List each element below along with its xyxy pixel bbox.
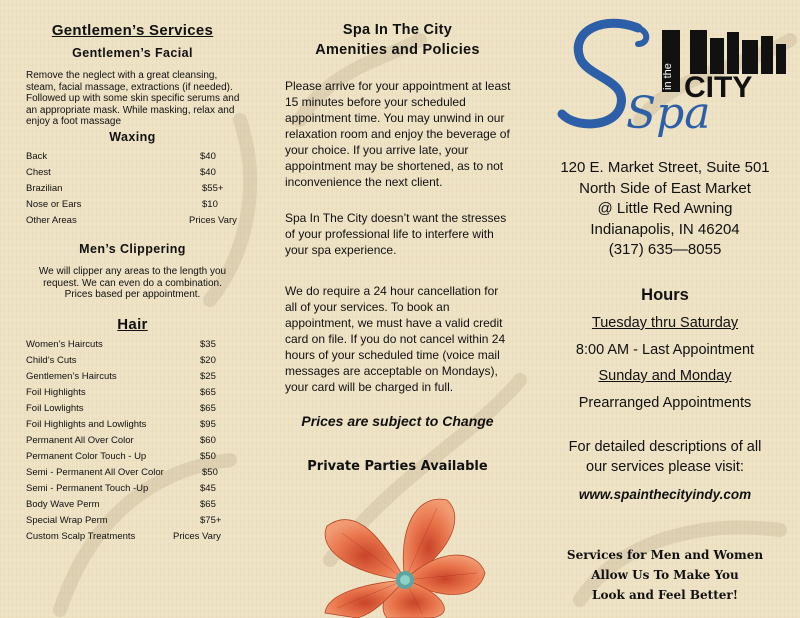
price-row [26,167,244,181]
policy-line: 15 minutes before your scheduled [285,95,466,109]
service-name: Special Wrap Perm [26,515,108,526]
policy-line: relaxation room and enjoy the beverage of [285,127,510,141]
prices-change-notice: Prices are subject to Change [301,413,494,429]
clippering-description [0,266,265,301]
service-name: Foil Lowlights [26,403,84,414]
service-name: Permanent Color Touch - Up [26,451,147,462]
price-row [26,355,244,369]
contact-column [530,0,800,618]
phone-number: (317) 635—8055 [608,241,722,258]
service-price: $95 [200,419,216,430]
hibiscus-flower-icon [317,488,487,618]
service-name: Child’s Cuts [26,355,77,366]
service-price: $65 [200,499,216,510]
address-line: 120 E. Market Street, Suite 501 [560,159,770,176]
price-row [26,499,244,513]
price-row [26,183,244,197]
service-price: $65 [200,387,216,398]
policy-line: appointment, we must have a valid credit [285,316,503,330]
price-row [26,339,244,353]
price-row [26,371,244,385]
cancellation-policy [285,283,520,395]
waxing-title: Waxing [109,130,156,144]
service-price: $40 [200,151,216,162]
clippering-line: We will clipper any areas to the length you [38,266,227,277]
gentlemens-facial-title: Gentlemen’s Facial [72,46,193,60]
facial-description [26,70,256,128]
policy-line: your card will be charged in full. [285,380,454,394]
price-row [26,199,244,213]
price-row [26,419,244,433]
service-name: Back [26,151,48,162]
spa-in-the-city-logo [550,10,790,140]
service-name: Foil Highlights [26,387,86,398]
service-name: Brazilian [26,183,63,194]
website-intro [530,437,800,477]
policy-line: card on file. If you do not cancel within 24 [285,332,506,346]
service-price: $50 [202,467,218,478]
logo-spa-text: Spa [626,88,711,139]
service-price: $20 [200,355,216,366]
logo-city: CITY [684,71,753,104]
website-link[interactable]: www.spainthecityindy.com [578,487,752,502]
facial-line: steam, facial massage, extractions (if needed). [26,81,233,93]
private-parties-notice: Private Parties Available [307,459,488,474]
price-row [26,483,244,497]
price-row [26,467,244,481]
facial-line: enjoy a foot massage [26,116,122,127]
service-price: $60 [200,435,216,446]
price-row [26,403,244,417]
service-name: Custom Scalp Treatments [26,531,136,542]
service-price: $50 [200,451,216,462]
policies-title-line1: Spa In The City [342,22,453,38]
policy-line: all of your services. To book an [285,300,450,314]
policy-line: messages are acceptable on Mondays), [285,364,498,378]
policy-line: appointment time. You may unwind in our [285,111,505,125]
service-name: Semi - Permanent All Over Color [26,467,164,478]
tagline-line: Services for Men and Women [566,548,764,562]
hours-days-tue-sat: Tuesday thru Saturday [591,315,739,331]
service-name: Semi - Permanent Touch -Up [26,483,149,494]
service-price: $45 [200,483,216,494]
service-price: $10 [202,199,218,210]
hours-title: Hours [641,286,689,304]
tagline-line: Allow Us To Make You [591,568,739,582]
service-price: $40 [200,167,216,178]
service-name: Other Areas [26,215,77,226]
hours-days-sun-mon: Sunday and Monday [598,368,732,384]
tagline-line: Look and Feel Better! [592,588,738,602]
policy-line: your choice. If you arrive late, your [285,143,469,157]
gentlemens-services-title: Gentlemen’s Services [51,22,214,39]
service-name: Permanent All Over Color [26,435,134,446]
stress-policy [285,210,520,258]
logo-in-the: in the [662,63,674,90]
policies-column [265,0,530,618]
hours-time-sun-mon: Prearranged Appointments [578,395,752,411]
facial-line: Followed up with some skin specific serums and [26,93,240,104]
hours-time-tue-sat: 8:00 AM - Last Appointment [575,342,755,358]
clippering-line: request. We can even do a combination. [43,277,222,289]
address-block [530,158,800,261]
service-price: $75+ [200,515,222,526]
price-row [26,151,244,165]
service-price: $65 [200,403,216,414]
policy-line: appointment may be shortened, as to not [285,159,504,173]
price-row [26,451,244,465]
service-price: Prices Vary [173,531,221,542]
price-row [26,215,244,229]
price-row [26,515,244,529]
service-name: Chest [26,167,51,178]
service-price: Prices Vary [189,215,237,226]
tagline [530,545,800,605]
price-row [26,435,244,449]
arrival-policy [285,78,520,190]
policy-line: We do require a 24 hour cancellation for [285,284,499,298]
service-name: Foil Highlights and Lowlights [26,419,147,430]
hair-title: Hair [117,316,148,333]
website-intro-line: For detailed descriptions of all [568,439,762,455]
policy-line: Please arrive for your appointment at least [285,79,511,93]
service-name: Nose or Ears [26,199,82,210]
address-line: Indianapolis, IN 46204 [590,220,740,238]
clippering-line: Prices based per appointment. [64,289,201,300]
policy-line: inconvenience the next client. [285,175,443,189]
service-name: Body Wave Perm [26,499,100,510]
service-price: $35 [200,339,216,350]
facial-line: an appropriate mask. While masking, relax and [26,104,235,116]
service-price: $55+ [202,183,224,194]
policy-line: your spa experience. [285,243,397,257]
address-line: North Side of East Market [579,179,751,197]
policy-line: of your professional life to interfere with [285,227,494,241]
service-price: $25 [200,371,216,382]
facial-line: Remove the neglect with a great cleansing, [26,70,218,81]
gentlemens-services-column [0,0,265,618]
price-row [26,531,244,545]
policy-line: Spa In The City doesn’t want the stresses [285,211,507,225]
price-row [26,387,244,401]
service-name: Women’s Haircuts [26,339,103,350]
policy-line: hours of your scheduled time (voice mail [285,348,500,362]
clippering-title: Men’s Clippering [79,242,186,256]
service-name: Gentlemen’s Haircuts [26,371,117,382]
address-line: @ Little Red Awning [597,200,733,217]
website-intro-line: our services please visit: [586,459,744,475]
policies-title-line2: Amenities and Policies [315,42,480,58]
